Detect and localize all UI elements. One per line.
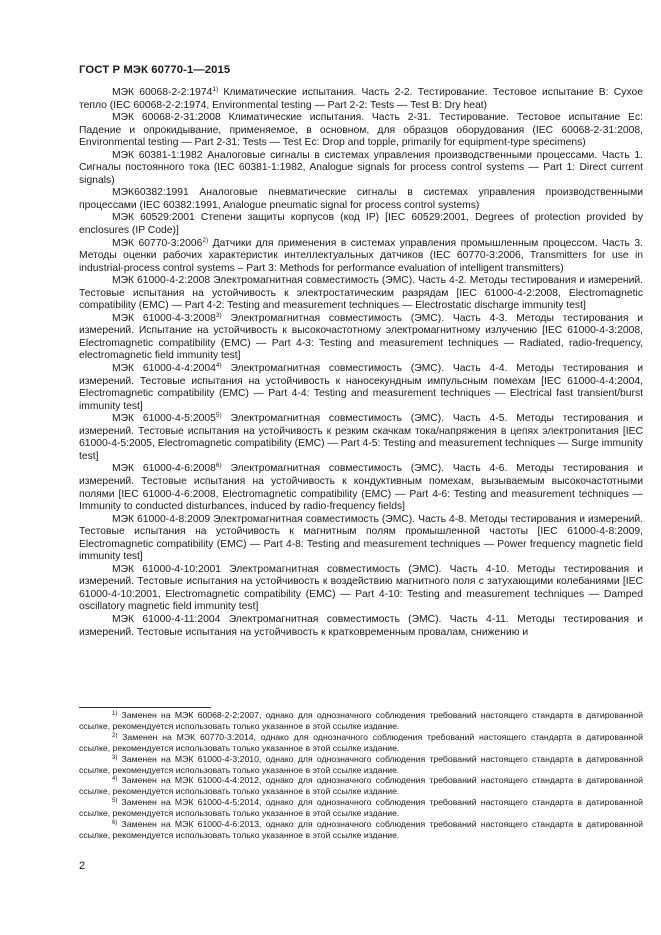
footnote-marker: 3) xyxy=(215,311,222,319)
normative-references-list xyxy=(79,87,643,639)
footnote-marker: 4) xyxy=(215,362,222,370)
reference-item xyxy=(79,187,643,212)
document-page xyxy=(79,0,643,935)
reference-text: Электромагнитная совместимость (ЭМС). Часть 4-8. Методы тестирования и измерений. Тестовые испытания на устойчивость к магнитным полям промышленной частоты [IEC 61000-4-8:2009, Electromagnetic compatibility (EMC) — Part 4-8: Testing and measurement techniques — Power frequency magnetic field immunity test] xyxy=(79,513,644,563)
reference-code: МЭК 61000-4-10:2001 xyxy=(112,563,222,575)
reference-text: Климатические испытания. Часть 2-2. Тестирование. Тестовое испытание В: Сухое тепло (IEC 60068-2-2:1974, Environmental testing — Part 2-2: Tests — Test B: Dry heat) xyxy=(79,87,644,111)
reference-text: Датчики для применения в системах управления промышленным процессом. Часть 3. Методы оценки рабочих характеристик интеллектуальных датчиков (IEC 60770-3:2006, Transmitters for use in industrial-process control systems – Part 3: Methods for performance evaluation of intelligent transmitters) xyxy=(79,237,644,274)
footnote-mark: 5) xyxy=(112,798,118,805)
footnote-text: Заменен на МЭК 61000-4-5:2014, однако для однозначного соблюдения требований настоящего стандарта в датированной ссылке, рекомендуется использовать только указанное в этой ссылке издание. xyxy=(79,797,643,819)
reference-code: МЭК 61000-4-6:2008 xyxy=(112,463,216,475)
document-header: ГОСТ Р МЭК 60770-1—2015 xyxy=(79,64,231,76)
footnote-text: Заменен на МЭК 61000-4-6:2013, однако для однозначного соблюдения требований настоящего стандарта в датированной ссылке, рекомендуется использовать только указанное в этой ссылке издание. xyxy=(79,819,643,840)
reference-code: МЭК60382:1991 xyxy=(112,187,189,199)
reference-code: МЭК 60068-2-2:1974 xyxy=(112,87,213,98)
footnote-text: Заменен на МЭК 60068-2-2:2007, однако для однозначного соблюдения требований настоящего стандарта в датированной ссылке, рекомендуется использовать только указанное в этой ссылке издание. xyxy=(79,710,643,731)
footnote xyxy=(79,732,643,754)
footnote-mark: 4) xyxy=(112,776,118,783)
footnote xyxy=(79,710,643,732)
reference-item xyxy=(79,413,643,463)
footnote-marker: 1) xyxy=(212,86,219,93)
footnote xyxy=(79,775,643,797)
footnote xyxy=(79,754,643,776)
footnote-text: Заменен на МЭК 61000-4-3:2010, однако для однозначного соблюдения требований настоящего стандарта в датированной ссылке, рекомендуется использовать только указанное в этой ссылке издание. xyxy=(79,753,643,775)
reference-text: Электромагнитная совместимость (ЭМС). Часть 4-11. Методы тестирования и измерений. Тестовые испытания на устойчивость к кратковременным провалам, снижению и xyxy=(79,613,644,638)
reference-text: Электромагнитная совместимость (ЭМС). Часть 4-3. Методы тестирования и измерений. Испытание на устойчивость к высокочастотному электромагнитному излучению [IEC 61000-4-3:2008, Electromagnetic compatibility (EMC) — Part 4-3: Testing and measurement techniques — Radiated, radio-frequency, electromagnetic field immunity test] xyxy=(79,312,643,362)
reference-item xyxy=(79,150,643,188)
footnote-mark: 1) xyxy=(112,711,118,717)
footnote-marker: 6) xyxy=(215,462,222,470)
reference-text: Электромагнитная совместимость (ЭМС). Часть 4-2. Методы тестирования и измерений. Тестовые испытания на устойчивость к электростатическим разрядам [IEC 61000-4-2:2008, Electromagnetic compatibility (EMC) — Part 4-2: Testing and measurement techniques — Electrostatic discharge immunity test] xyxy=(79,275,644,312)
reference-code: МЭК 60381-1:1982 xyxy=(112,149,203,161)
footnote xyxy=(79,819,643,841)
reference-text: Электромагнитная совместимость (ЭМС). Часть 4-6. Методы тестирования и измерений. Тестовые испытания на устойчивость к кондуктивным помехам, вызываемым высокочастотными полями [IEC 61000-4-6:2008, Electromagnetic compatibility (EMC) — Part 4-6: Testing and measurement techniques — Immunity to conducted disturbances, induced by radio-frequency fields] xyxy=(79,463,643,513)
reference-code: МЭК 60529:2001 xyxy=(112,212,195,224)
reference-text: Электромагнитная совместимость (ЭМС). Часть 4-10. Методы тестирования и измерений. Тестовые испытания на устойчивость к воздействию магнитного поля с затухающими колебаниями [IEC 61000-4-10:2001, Electromagnetic compatibility (EMC) — Part 4-10: Testing and measurement techniques — Damped oscillatory magnetic field immunity test] xyxy=(79,563,644,613)
reference-code: МЭК 61000-4-11:2004 xyxy=(112,613,221,625)
footnote-mark: 6) xyxy=(112,820,118,827)
reference-item xyxy=(79,212,643,237)
reference-item xyxy=(79,313,643,363)
reference-item xyxy=(79,564,643,614)
reference-item xyxy=(79,112,643,150)
footnote-text: Заменен на МЭК 61000-4-4:2012, однако для однозначного соблюдения требований настоящего стандарта в датированной ссылке, рекомендуется использовать только указанное в этой ссылке издание. xyxy=(79,775,643,797)
footnote-text: Заменен на МЭК 60770-3:2014, однако для однозначного соблюдения требований настоящего стандарта в датированной ссылке, рекомендуется использовать только указанное в этой ссылке издание. xyxy=(79,731,643,753)
footnote-marker: 2) xyxy=(202,236,209,244)
reference-code: МЭК 60068-2-31:2008 xyxy=(112,112,221,124)
reference-code: МЭК 61000-4-8:2009 xyxy=(112,513,211,525)
reference-code: МЭК 61000-4-2:2008 xyxy=(112,275,211,287)
reference-text: Электромагнитная совместимость (ЭМС). Часть 4-5. Методы тестирования и измерений. Тестовые испытания на устойчивость к резким скачкам тока/напряжения в цепях электропитания [IEC 61000-4-5:2005, Electromagnetic compatibility (EMC) — Part 4-5: Testing and measurement techniques — Surge immunity test] xyxy=(79,413,643,462)
reference-text: Степени защиты корпусов (код IP) [IEC 60529:2001, Degrees of protection provided by enclosures (IP Code)] xyxy=(79,212,644,237)
reference-code: МЭК 61000-4-5:2005 xyxy=(112,413,216,425)
footnotes xyxy=(79,710,643,841)
reference-text: Климатические испытания. Часть 2-31. Тестирование. Тестовое испытание Ec: Падение и опрокидывание, применяемое, в основном, для образцов оборудования (IEC 60068-2-31:2008, Environmental testing — Part 2-31: Tests — Test Ec: Drop and topple, primarily for equipment-type specimens) xyxy=(79,112,644,149)
footnote-mark: 3) xyxy=(112,754,118,761)
reference-text: Электромагнитная совместимость (ЭМС). Часть 4-4. Методы тестирования и измерений. Тестовые испытания на устойчивость к наносекундным импульсным помехам [IEC 61000-4-4:2004, Electromagnetic compatibility (EMC) — Part 4-4: Testing and measurement techniques — Electrical fast transient/burst immunity test] xyxy=(79,363,643,412)
footnote-separator xyxy=(79,707,211,708)
reference-item xyxy=(79,463,643,513)
reference-item xyxy=(79,614,643,639)
footnote-marker: 5) xyxy=(215,412,222,420)
reference-item xyxy=(79,238,643,276)
reference-item xyxy=(79,514,643,564)
reference-code: МЭК 61000-4-3:2008 xyxy=(112,312,216,324)
reference-item xyxy=(79,363,643,413)
reference-item xyxy=(79,275,643,313)
reference-item xyxy=(79,87,643,112)
reference-code: МЭК 61000-4-4:2004 xyxy=(112,363,216,375)
reference-code: МЭК 60770-3:2006 xyxy=(112,237,203,249)
footnote xyxy=(79,797,643,819)
footnote-mark: 2) xyxy=(112,732,118,739)
reference-text: Аналоговые пневматические сигналы в системах управления производственными процессами (IEC 60382:1991, Analogue pneumatic signal for process control systems) xyxy=(79,187,643,211)
reference-text: Аналоговые сигналы в системах управления производственными процессами. Часть 1. Сигналы постоянного тока (IEC 60381-1:1982, Analogue signals for process control systems — Part 1: Direct current signals) xyxy=(79,149,644,186)
page-number: 2 xyxy=(79,860,86,872)
